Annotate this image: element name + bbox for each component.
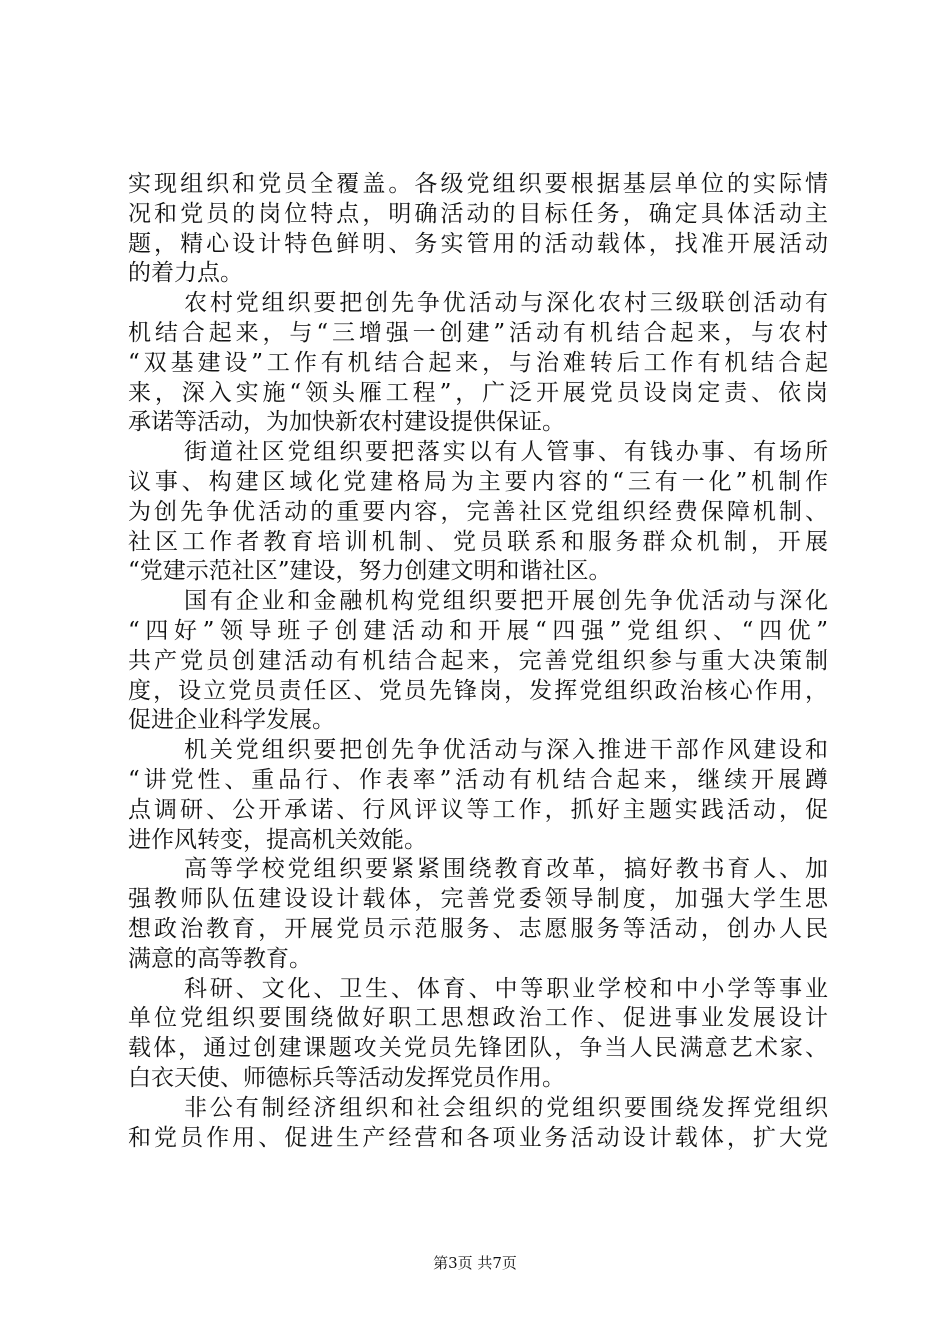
text-line: 强教师队伍建设设计载体，完善党委领导制度，加强大学生思 bbox=[128, 886, 828, 913]
text-line: 想政治教育，开展党员示范服务、志愿服务等活动，创办人民 bbox=[128, 915, 828, 942]
text-line: 机结合起来，与“三增强一创建”活动有机结合起来，与农村 bbox=[128, 319, 828, 346]
text-line: 点调研、公开承诺、行风评议等工作，抓好主题实践活动，促 bbox=[128, 796, 828, 823]
text-line: 的着力点。 bbox=[128, 260, 243, 287]
paragraph-first-line: 街道社区党组织要把落实以有人管事、有钱办事、有场所 bbox=[184, 439, 828, 466]
paragraph-first-line: 非公有制经济组织和社会组织的党组织要围绕发挥党组织 bbox=[184, 1094, 828, 1121]
text-line: “四好”领导班子创建活动和开展“四强”党组织、“四优” bbox=[128, 617, 828, 644]
text-line: 题，精心设计特色鲜明、务实管用的活动载体，找准开展活动 bbox=[128, 230, 828, 257]
text-line: 承诺等活动，为加快新农村建设提供保证。 bbox=[128, 409, 565, 436]
text-line: 促进企业科学发展。 bbox=[128, 707, 335, 734]
page-number-footer: 第3页 共7页 bbox=[433, 1254, 517, 1272]
text-line: 为创先争优活动的重要内容，完善社区党组织经费保障机制、 bbox=[128, 498, 828, 525]
text-line: 单位党组织要围绕做好职工思想政治工作、促进事业发展设计 bbox=[128, 1005, 828, 1032]
text-line: 和党员作用、促进生产经营和各项业务活动设计载体，扩大党 bbox=[128, 1124, 828, 1151]
text-line: 进作风转变，提高机关效能。 bbox=[128, 826, 427, 853]
paragraph-first-line: 机关党组织要把创先争优活动与深入推进干部作风建设和 bbox=[184, 737, 828, 764]
text-line: 议事、构建区域化党建格局为主要内容的“三有一化”机制作 bbox=[128, 468, 828, 495]
text-line: “讲党性、重品行、作表率”活动有机结合起来，继续开展蹲 bbox=[128, 766, 828, 793]
text-line: 实现组织和党员全覆盖。各级党组织要根据基层单位的实际情 bbox=[128, 171, 828, 197]
text-line: 共产党员创建活动有机结合起来，完善党组织参与重大决策制 bbox=[128, 647, 828, 674]
text-line: 度，设立党员责任区、党员先锋岗，发挥党组织政治核心作用， bbox=[128, 677, 828, 704]
text-line: 满意的高等教育。 bbox=[128, 945, 312, 972]
paragraph-first-line: 科研、文化、卫生、体育、中等职业学校和中小学等事业 bbox=[184, 975, 828, 1002]
text-line: 况和党员的岗位特点，明确活动的目标任务，确定具体活动主 bbox=[128, 200, 828, 227]
paragraph-first-line: 高等学校党组织要紧紧围绕教育改革，搞好教书育人、加 bbox=[184, 856, 828, 883]
paragraph-first-line: 国有企业和金融机构党组织要把开展创先争优活动与深化 bbox=[184, 588, 828, 615]
text-line: “双基建设”工作有机结合起来，与治难转后工作有机结合起 bbox=[128, 349, 828, 376]
text-line: 社区工作者教育培训机制、党员联系和服务群众机制，开展 bbox=[128, 528, 828, 555]
document-body bbox=[128, 170, 828, 1153]
text-line: 来，深入实施“领头雁工程”，广泛开展党员设岗定责、依岗 bbox=[128, 379, 828, 406]
paragraph-first-line: 农村党组织要把创先争优活动与深化农村三级联创活动有 bbox=[184, 290, 828, 317]
text-line: 载体，通过创建课题攻关党员先锋团队，争当人民满意艺术家、 bbox=[128, 1035, 828, 1062]
text-line: 白衣天使、师德标兵等活动发挥党员作用。 bbox=[128, 1064, 565, 1091]
text-line: “党建示范社区”建设，努力创建文明和谐社区。 bbox=[128, 558, 612, 585]
